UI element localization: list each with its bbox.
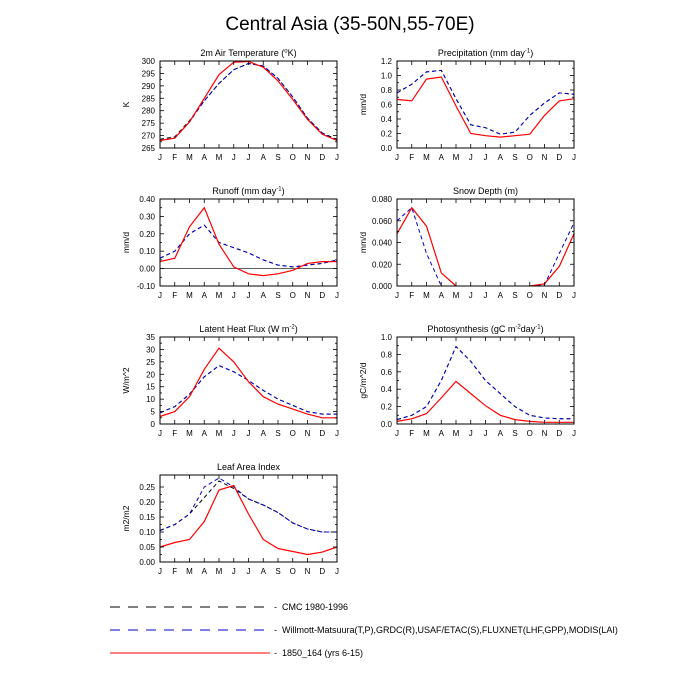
x-tick-label: A bbox=[201, 291, 207, 300]
x-tick-label: M bbox=[452, 429, 460, 438]
y-tick-label: 285 bbox=[141, 94, 155, 104]
series-line-obs bbox=[397, 347, 574, 420]
x-tick-label: N bbox=[304, 153, 311, 162]
panel-title-text: Latent Heat Flux (W m bbox=[199, 324, 290, 334]
x-tick-label: S bbox=[275, 429, 281, 438]
y-tick-label: 0.30 bbox=[139, 212, 155, 222]
series-line-model bbox=[397, 381, 574, 422]
y-tick-label: 25 bbox=[146, 357, 155, 367]
y-tick-label: 0.000 bbox=[371, 282, 392, 291]
x-tick-label: J bbox=[572, 291, 576, 300]
y-tick-label: 0.00 bbox=[139, 558, 155, 567]
x-tick-label: A bbox=[438, 153, 444, 162]
series-group bbox=[397, 70, 574, 137]
series-line-model bbox=[160, 348, 337, 418]
x-tick-label: S bbox=[275, 567, 281, 576]
y-tick-label: 0.040 bbox=[371, 238, 392, 248]
legend-separator: - bbox=[274, 648, 277, 658]
plot-frame bbox=[397, 61, 574, 148]
page-title: Central Asia (35-50N,55-70E) bbox=[225, 14, 475, 35]
y-tick-label: 0.2 bbox=[380, 129, 392, 139]
x-tick-label: A bbox=[438, 291, 444, 300]
x-tick-label: J bbox=[246, 291, 251, 300]
panel-title bbox=[212, 186, 284, 196]
series-line-model bbox=[530, 234, 574, 286]
panel-7 bbox=[121, 462, 339, 576]
panel-title-tail: ) bbox=[530, 48, 534, 58]
legend-item-cmc bbox=[110, 602, 348, 612]
x-tick-label: O bbox=[289, 429, 296, 438]
x-tick-label: J bbox=[231, 291, 236, 300]
panel-title-text: Runoff (mm day bbox=[212, 186, 277, 196]
panel-title-text: Leaf Area Index bbox=[216, 462, 281, 472]
panel-title-sup: -1 bbox=[276, 186, 282, 193]
panel-title-text: 2m Air Temperature ( bbox=[200, 48, 285, 58]
x-tick-label: J bbox=[468, 429, 473, 438]
series-group bbox=[160, 62, 337, 141]
x-tick-label: J bbox=[395, 291, 399, 300]
x-tick-label: S bbox=[512, 153, 518, 162]
x-tick-label: M bbox=[452, 153, 460, 162]
y-tick-label: 295 bbox=[141, 69, 155, 79]
x-tick-label: J bbox=[483, 291, 488, 300]
x-tick-label: J bbox=[483, 429, 488, 438]
series-line-obs bbox=[397, 208, 441, 286]
y-tick-label: 300 bbox=[141, 57, 155, 66]
x-tick-label: M bbox=[215, 567, 223, 576]
series-line-obs bbox=[160, 64, 337, 141]
panel-title-tail: ) bbox=[294, 324, 298, 334]
y-tick-label: 0 bbox=[150, 420, 155, 429]
x-tick-label: F bbox=[409, 291, 415, 300]
x-tick-label: O bbox=[526, 291, 533, 300]
y-tick-label: 0.0 bbox=[380, 144, 392, 153]
x-tick-label: J bbox=[335, 291, 339, 300]
x-tick-label: N bbox=[304, 567, 311, 576]
y-tick-label: 10 bbox=[146, 395, 155, 405]
y-tick-label: 0.060 bbox=[371, 216, 392, 226]
y-tick-label: 0.0 bbox=[380, 420, 392, 429]
x-tick-label: D bbox=[319, 291, 326, 300]
x-tick-label: F bbox=[172, 291, 178, 300]
x-tick-label: N bbox=[541, 291, 548, 300]
x-tick-label: F bbox=[172, 429, 178, 438]
x-tick-label: J bbox=[335, 429, 339, 438]
x-tick-label: A bbox=[260, 429, 266, 438]
y-axis-label: m2/m2 bbox=[121, 505, 131, 532]
x-tick-label: M bbox=[215, 429, 223, 438]
y-tick-label: 20 bbox=[146, 370, 155, 380]
panel-title bbox=[199, 324, 297, 334]
x-tick-label: J bbox=[395, 429, 399, 438]
x-tick-label: N bbox=[541, 153, 548, 162]
series-group bbox=[160, 478, 337, 555]
x-tick-label: J bbox=[158, 153, 162, 162]
plot-frame bbox=[397, 199, 574, 286]
x-tick-label: F bbox=[172, 153, 178, 162]
y-tick-label: 0.15 bbox=[139, 513, 155, 522]
series-group bbox=[160, 208, 337, 276]
y-tick-label: 5 bbox=[150, 407, 155, 417]
x-tick-label: J bbox=[572, 429, 576, 438]
y-tick-label: 290 bbox=[141, 81, 155, 91]
x-tick-label: J bbox=[158, 567, 162, 576]
panel-title-tail: day bbox=[520, 324, 536, 334]
x-tick-label: A bbox=[497, 429, 503, 438]
x-tick-label: O bbox=[526, 429, 533, 438]
x-tick-label: A bbox=[201, 153, 207, 162]
x-tick-label: J bbox=[395, 153, 399, 162]
y-axis-label: mm/d bbox=[358, 93, 368, 116]
y-tick-label: 1.0 bbox=[380, 71, 392, 81]
series-line-obs bbox=[160, 366, 337, 415]
y-tick-label: 0.25 bbox=[139, 483, 155, 492]
y-tick-label: 0.6 bbox=[380, 367, 392, 377]
panel-title-text: Precipitation (mm day bbox=[437, 48, 525, 58]
series-line-model bbox=[397, 208, 456, 286]
x-tick-label: O bbox=[289, 567, 296, 576]
panel-1 bbox=[121, 48, 339, 162]
panel-4 bbox=[358, 186, 576, 300]
panel-title-sup: -1 bbox=[524, 48, 531, 55]
panel-2 bbox=[358, 48, 576, 162]
panel-title bbox=[217, 462, 281, 472]
y-tick-label: 1.0 bbox=[380, 333, 392, 342]
x-tick-label: A bbox=[260, 567, 266, 576]
x-tick-label: J bbox=[246, 567, 251, 576]
series-line-obs bbox=[530, 223, 574, 286]
series-group bbox=[397, 347, 574, 423]
y-tick-label: 0.8 bbox=[380, 86, 392, 95]
y-tick-label: -0.10 bbox=[136, 282, 155, 291]
panel-title bbox=[438, 48, 533, 58]
series-line-model bbox=[160, 62, 337, 141]
x-tick-label: A bbox=[497, 291, 503, 300]
legend-separator: - bbox=[274, 602, 277, 612]
x-tick-label: M bbox=[215, 291, 223, 300]
y-tick-label: 0.40 bbox=[139, 195, 155, 204]
y-tick-label: 275 bbox=[141, 119, 155, 129]
panel-title bbox=[200, 48, 296, 58]
y-tick-label: 0.4 bbox=[380, 385, 392, 395]
y-tick-label: 0.20 bbox=[139, 498, 155, 507]
y-tick-label: 0.10 bbox=[139, 528, 155, 537]
x-tick-label: D bbox=[319, 567, 326, 576]
panel-title bbox=[427, 324, 543, 334]
plot-frame bbox=[160, 337, 337, 424]
x-tick-label: M bbox=[215, 153, 223, 162]
series-line-cmc bbox=[160, 481, 337, 532]
legend bbox=[110, 602, 618, 658]
y-tick-label: 0.10 bbox=[139, 247, 155, 257]
series-line-obs bbox=[160, 225, 337, 267]
x-tick-label: D bbox=[556, 291, 563, 300]
x-tick-label: M bbox=[423, 153, 430, 162]
x-tick-label: J bbox=[246, 429, 251, 438]
x-tick-label: D bbox=[556, 429, 563, 438]
x-tick-label: J bbox=[246, 153, 251, 162]
y-tick-label: 0.00 bbox=[139, 264, 155, 274]
x-tick-label: F bbox=[409, 429, 415, 438]
x-tick-label: A bbox=[260, 291, 266, 300]
x-tick-label: J bbox=[158, 429, 162, 438]
x-tick-label: M bbox=[452, 291, 460, 300]
y-axis-label: mm/d bbox=[121, 231, 131, 254]
x-tick-label: D bbox=[556, 153, 563, 162]
x-tick-label: O bbox=[289, 291, 296, 300]
x-tick-label: A bbox=[260, 153, 266, 162]
x-tick-label: A bbox=[438, 429, 444, 438]
x-tick-label: D bbox=[319, 153, 326, 162]
x-tick-label: O bbox=[289, 153, 296, 162]
y-tick-label: 270 bbox=[141, 131, 155, 141]
y-axis-label: W/m^2 bbox=[121, 367, 131, 394]
series-line-model bbox=[160, 486, 337, 555]
panel-title-text: Snow Depth (m) bbox=[452, 186, 519, 196]
x-tick-label: M bbox=[186, 567, 193, 576]
y-tick-label: 280 bbox=[141, 106, 155, 116]
plot-frame bbox=[160, 475, 337, 562]
x-tick-label: J bbox=[468, 153, 473, 162]
x-tick-label: J bbox=[231, 153, 236, 162]
y-tick-label: 35 bbox=[146, 333, 155, 342]
y-tick-label: 0.20 bbox=[139, 229, 155, 239]
x-tick-label: A bbox=[201, 567, 207, 576]
panel-title-sup: -1 bbox=[535, 324, 541, 331]
series-line-cmc bbox=[160, 366, 337, 415]
x-tick-label: J bbox=[468, 291, 473, 300]
x-tick-label: M bbox=[186, 153, 193, 162]
legend-item-model bbox=[110, 648, 363, 658]
y-tick-label: 0.2 bbox=[380, 402, 392, 412]
legend-separator: - bbox=[274, 625, 277, 635]
y-tick-label: 15 bbox=[146, 382, 155, 392]
x-tick-label: S bbox=[512, 291, 518, 300]
y-tick-label: 0.8 bbox=[380, 350, 392, 360]
panel-5 bbox=[121, 324, 339, 438]
x-tick-label: S bbox=[275, 153, 281, 162]
y-tick-label: 1.2 bbox=[380, 57, 392, 66]
x-tick-label: S bbox=[275, 291, 281, 300]
series-line-cmc bbox=[160, 225, 337, 267]
y-tick-label: 0.020 bbox=[371, 260, 392, 270]
plot-frame bbox=[160, 199, 337, 286]
series-group bbox=[397, 208, 574, 286]
series-line-cmc bbox=[160, 64, 337, 140]
x-tick-label: F bbox=[172, 567, 178, 576]
panels bbox=[121, 48, 576, 576]
x-tick-label: S bbox=[512, 429, 518, 438]
panel-title-tail: K) bbox=[287, 48, 297, 58]
y-tick-label: 0.080 bbox=[371, 195, 392, 204]
x-tick-label: J bbox=[158, 291, 162, 300]
x-tick-label: J bbox=[335, 567, 339, 576]
panel-6 bbox=[358, 324, 576, 438]
x-tick-label: A bbox=[201, 429, 207, 438]
y-tick-label: 265 bbox=[141, 144, 155, 153]
x-tick-label: J bbox=[572, 153, 576, 162]
series-line-obs bbox=[160, 478, 337, 532]
x-tick-label: O bbox=[526, 153, 533, 162]
x-tick-label: F bbox=[409, 153, 415, 162]
plot-frame bbox=[397, 337, 574, 424]
x-tick-label: M bbox=[186, 291, 193, 300]
x-tick-label: M bbox=[423, 429, 430, 438]
x-tick-label: A bbox=[497, 153, 503, 162]
x-tick-label: N bbox=[304, 291, 311, 300]
panel-title-tail: ) bbox=[281, 186, 285, 196]
panel-title bbox=[453, 186, 518, 196]
x-tick-label: J bbox=[231, 429, 236, 438]
panel-title-tail: ) bbox=[540, 324, 544, 334]
y-tick-label: 0.4 bbox=[380, 115, 392, 124]
y-tick-label: 0.6 bbox=[380, 100, 392, 110]
series-line-model bbox=[160, 208, 337, 276]
series-line-cmc bbox=[397, 70, 574, 134]
y-axis-label: gC/m^2/d bbox=[358, 362, 368, 399]
x-tick-label: N bbox=[304, 429, 311, 438]
series-group bbox=[160, 348, 337, 418]
panel-title-sup: -2 bbox=[515, 324, 521, 331]
panel-title-sup: o bbox=[284, 48, 288, 55]
x-tick-label: M bbox=[423, 291, 430, 300]
legend-item-obs bbox=[110, 625, 618, 635]
y-axis-label: K bbox=[121, 101, 131, 108]
series-line-obs bbox=[397, 70, 574, 134]
x-tick-label: M bbox=[186, 429, 193, 438]
legend-label: CMC 1980-1996 bbox=[282, 602, 349, 612]
x-tick-label: J bbox=[231, 567, 236, 576]
x-tick-label: D bbox=[319, 429, 326, 438]
y-axis-label: mm/d bbox=[358, 231, 368, 254]
legend-label: Willmott-Matsuura(T,P),GRDC(R),USAF/ETAC(S),FLUXNET(LHF,GPP),MODIS(LAI) bbox=[282, 625, 618, 635]
legend-label: 1850_164 (yrs 6-15) bbox=[282, 648, 364, 658]
x-tick-label: J bbox=[483, 153, 488, 162]
plot-frame bbox=[160, 61, 337, 148]
y-tick-label: 0.05 bbox=[139, 543, 155, 552]
x-tick-label: N bbox=[541, 429, 548, 438]
y-tick-label: 30 bbox=[146, 345, 155, 355]
panel-3 bbox=[121, 186, 339, 300]
panel-title-sup: -2 bbox=[289, 324, 295, 331]
panel-title-text: Photosynthesis (gC m bbox=[427, 324, 516, 334]
x-tick-label: J bbox=[335, 153, 339, 162]
